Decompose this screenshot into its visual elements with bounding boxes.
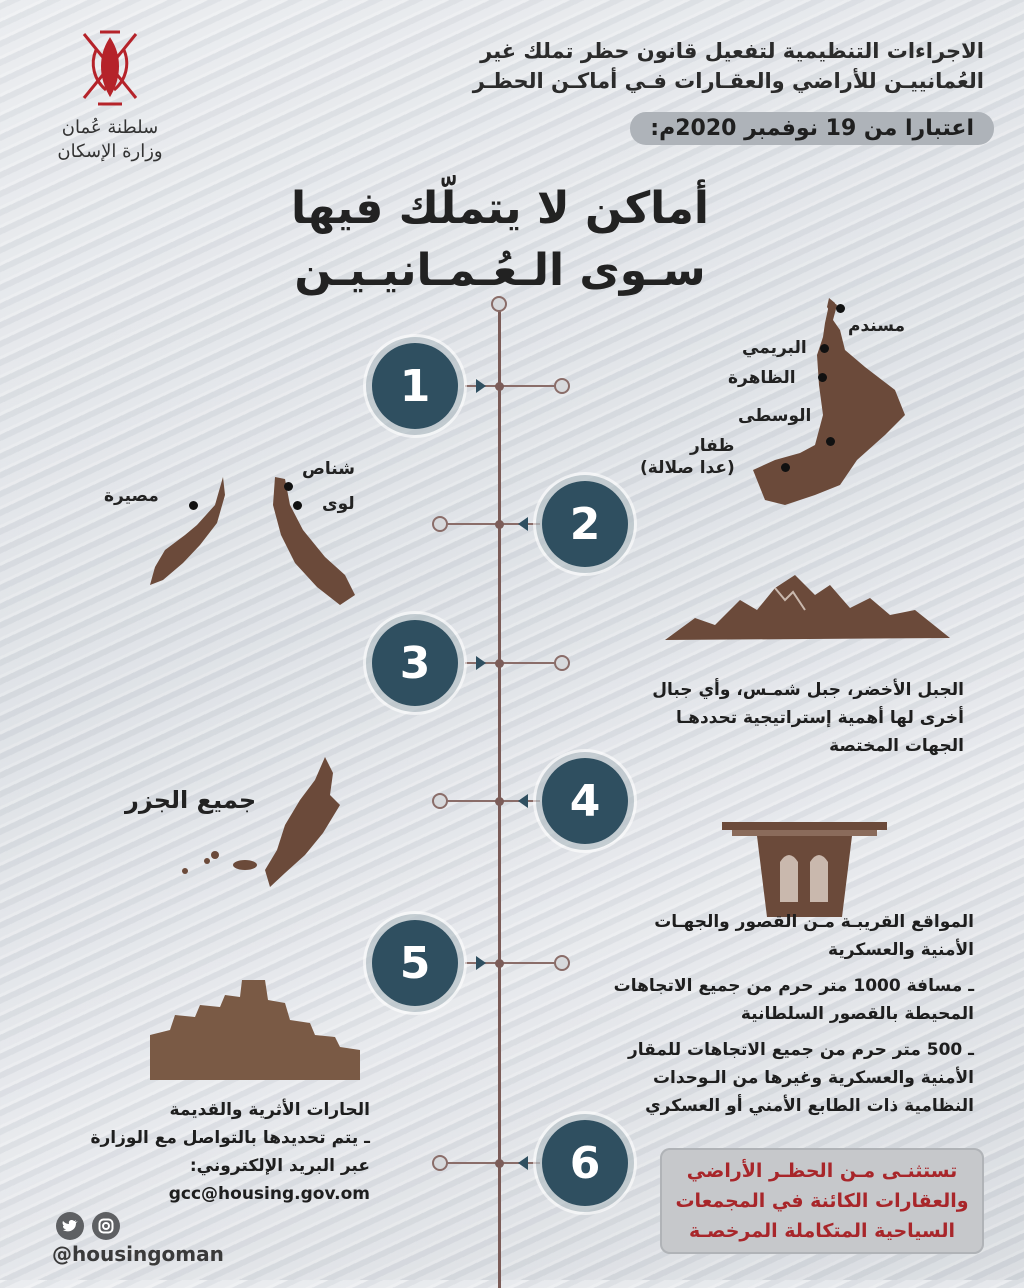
heritage-text: الحارات الأثرية والقديمة ـ يتم تحديدها بالتواصل مع الوزارة عبر البريد الإلكتروني: gcc@housing.gov.om [60,1096,370,1208]
spine-dot-3 [495,659,504,668]
timeline-spine [498,303,501,1288]
emblem-line2: وزارة الإسكان [57,141,163,162]
main-title [290,178,710,302]
header-title [344,36,984,96]
step-5-circle: 5 [372,920,458,1006]
social-handle[interactable]: @housingoman [52,1242,224,1266]
step-3-circle: 3 [372,620,458,706]
old-fort-icon [150,975,360,1080]
step-1-circle: 1 [372,343,458,429]
palaces-text: المواقع القريبـة مـن القصور والجهـات الأمنية والعسكرية ـ مسافة 1000 متر حرم من جميع الاتجاهات المحيطة بالقصور السلطانية ـ 500 متر حرم من جميع الاتجاهات للمقار الأمنية والعسكرية وغيرها من الـوحدات النظامية ذات الطابع الأمني أو العسكري [613,912,974,1116]
place-dhahirah: الظاهرة [728,368,796,388]
arrow-1-icon [476,379,486,393]
place-buraimi: البريمي [742,338,807,358]
email-link[interactable]: gcc@housing.gov.om [168,1184,370,1204]
step-2-circle: 2 [542,481,628,567]
palace-icon [722,822,887,917]
main-title-line2: سـوى الـعُـمـانيـيـن [294,245,706,296]
spine-dot-5 [495,959,504,968]
instagram-icon[interactable] [92,1212,120,1240]
spine-dot-2 [495,520,504,529]
timeline-top-knob [491,296,507,312]
spine-dot-1 [495,382,504,391]
knob-3 [554,655,570,671]
header-line2: العُمانييـن للأراضي والعقـارات فـي أماكـن الحظـر [472,69,984,93]
place-masirah: مصيرة [104,486,159,506]
place-shinas: شناص [302,459,355,479]
place-liwa: لوى [322,494,355,514]
mountains-icon [665,570,950,645]
step-4-circle: 4 [542,758,628,844]
islands-label: جميع الجزر [125,786,257,814]
exception-note: تستثنـى مـن الحظـر الأراضي والعقارات الكائنة في المجمعات السياحية المتكاملة المرخصـة [660,1148,984,1254]
islands-map-icon [175,755,350,900]
place-musandam: مسندم [848,316,906,336]
place-wusta: الوسطى [738,406,812,426]
place-except-salalah: (عدا صلالة) [640,458,735,478]
arrow-4-icon [518,794,528,808]
mountains-text: الجبل الأخضر، جبل شمـس، وأي جبال أخرى لها أهمية إستراتيجية تحددهـا الجهات المختصة [652,680,964,756]
main-title-line1: أماكن لا يتملّك فيها [291,183,709,234]
place-dhofar: ظفار [690,436,735,456]
arrow-6-icon [518,1156,528,1170]
spine-dot-6 [495,1159,504,1168]
khanjar-emblem-icon [70,20,150,112]
header-line1: الاجراءات التنظيمية لتفعيل قانون حظر تملك غير [480,39,984,63]
knob-6 [432,1155,448,1171]
arrow-3-icon [476,656,486,670]
spine-dot-4 [495,797,504,806]
step-6-circle: 6 [542,1120,628,1206]
knob-1 [554,378,570,394]
arrow-5-icon [476,956,486,970]
emblem-line1: سلطنة عُمان [61,117,159,138]
twitter-icon[interactable] [56,1212,84,1240]
arrow-2-icon [518,517,528,531]
date-pill: اعتبارا من 19 نوفمبر 2020م: [630,112,994,145]
knob-2 [432,516,448,532]
ministry-emblem [40,20,180,164]
knob-4 [432,793,448,809]
